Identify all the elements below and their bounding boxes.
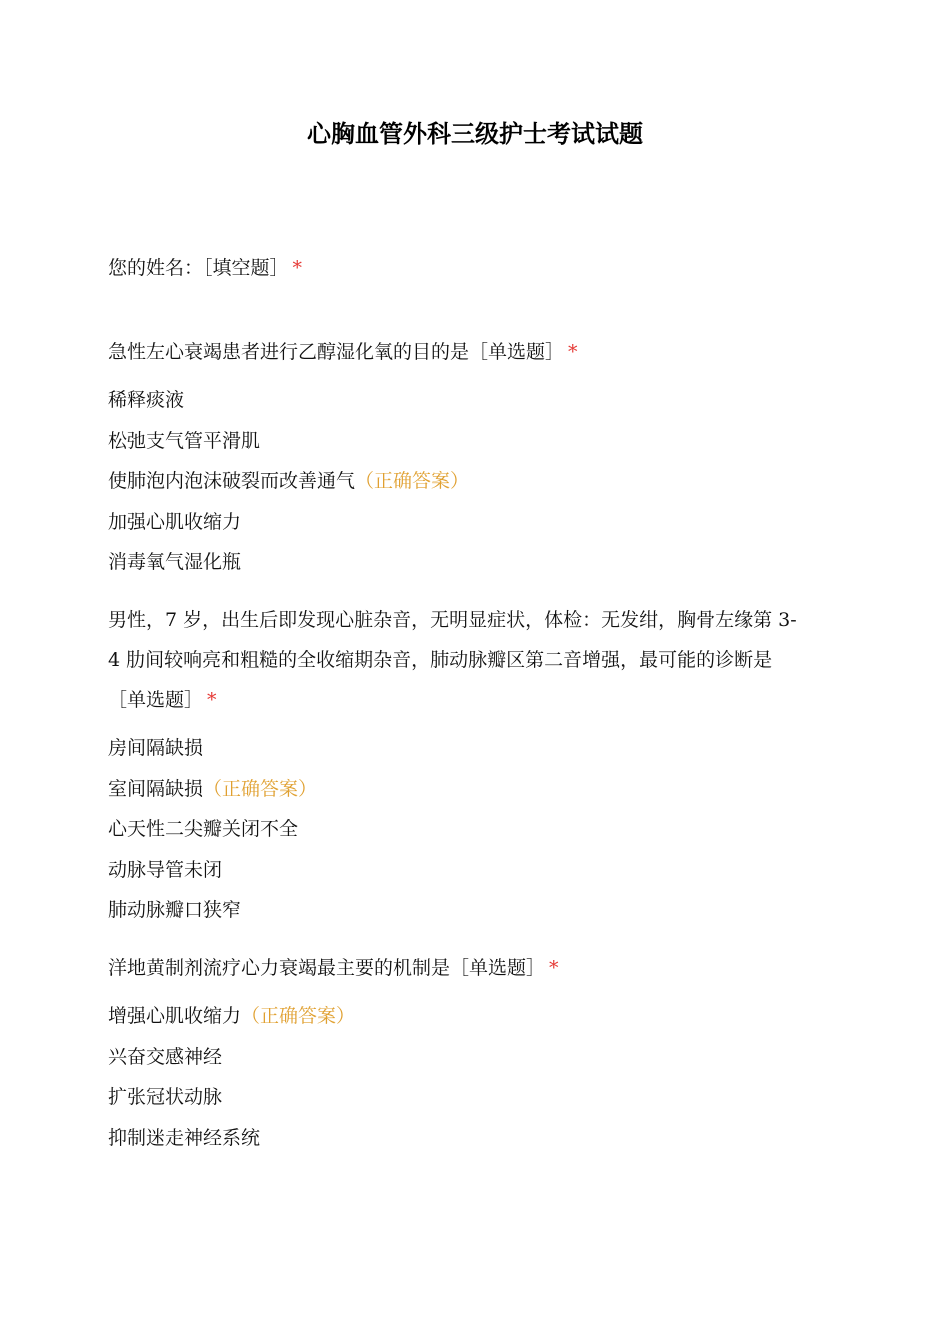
option-text: 消毒氧气湿化瓶: [108, 551, 242, 574]
question-type: ［单选题］: [108, 688, 204, 711]
option[interactable]: [108, 421, 838, 462]
option[interactable]: [108, 850, 838, 891]
option[interactable]: [108, 542, 838, 583]
option-text: 扩张冠状动脉: [108, 1086, 223, 1109]
option-text: 心天性二尖瓣关闭不全: [108, 818, 299, 841]
question-type: ［填空题］: [203, 257, 289, 279]
option[interactable]: [108, 461, 838, 502]
option[interactable]: [108, 1037, 838, 1078]
option-text: 稀释痰液: [108, 389, 185, 411]
option[interactable]: [108, 1118, 838, 1159]
option[interactable]: [108, 809, 838, 850]
question-2: [108, 600, 838, 720]
page-title: 心胸血管外科三级护士考试试题: [307, 120, 643, 148]
question-1-options: [108, 380, 838, 583]
question-text: 洋地黄制剂流疗心力衰竭最主要的机制是: [108, 956, 451, 979]
option[interactable]: [108, 890, 838, 931]
required-mark: *: [207, 688, 217, 711]
question-3: [108, 948, 838, 988]
option-text: 兴奋交感神经: [108, 1045, 223, 1068]
required-mark: *: [549, 956, 559, 979]
question-text: 您的姓名：: [108, 257, 204, 279]
option[interactable]: [108, 502, 838, 543]
correct-answer-tag: （正确答案）: [355, 470, 470, 493]
option-text: 房间隔缺损: [108, 736, 204, 759]
option-text: 抑制迷走神经系统: [108, 1126, 261, 1149]
option-text: 增强心肌收缩力: [108, 1004, 242, 1027]
question-type: ［单选题］: [469, 341, 565, 363]
option[interactable]: [108, 1077, 838, 1118]
required-mark: *: [568, 341, 578, 363]
question-2-options: [108, 728, 838, 931]
option[interactable]: [108, 728, 838, 769]
question-list: [108, 248, 838, 1175]
option-text: 松弛支气管平滑肌: [108, 429, 261, 452]
option[interactable]: [108, 996, 838, 1037]
option-text: 室间隔缺损: [108, 777, 204, 800]
option[interactable]: [108, 769, 838, 810]
option[interactable]: [108, 380, 838, 421]
option-text: 动脉导管未闭: [108, 858, 223, 881]
option-text: 使肺泡内泡沫破裂而改善通气: [108, 470, 356, 493]
required-mark: *: [292, 257, 303, 279]
correct-answer-tag: （正确答案）: [203, 777, 318, 800]
question-type: ［单选题］: [450, 956, 546, 979]
option-text: 加强心肌收缩力: [108, 510, 242, 533]
question-1: [108, 332, 838, 372]
question-3-options: [108, 996, 838, 1158]
question-text: 急性左心衰竭患者进行乙醇湿化氧的目的是: [108, 341, 470, 363]
question-name: [108, 248, 838, 288]
option-text: 肺动脉瓣口狭窄: [108, 899, 242, 922]
correct-answer-tag: （正确答案）: [241, 1004, 356, 1027]
question-text-line: 男性，7 岁，出生后即发现心脏杂音，无明显症状，体检：无发绀，胸骨左缘第 3-: [108, 608, 797, 631]
question-text-line: 4 肋间较响亮和粗糙的全收缩期杂音，肺动脉瓣区第二音增强，最可能的诊断是: [108, 648, 773, 671]
